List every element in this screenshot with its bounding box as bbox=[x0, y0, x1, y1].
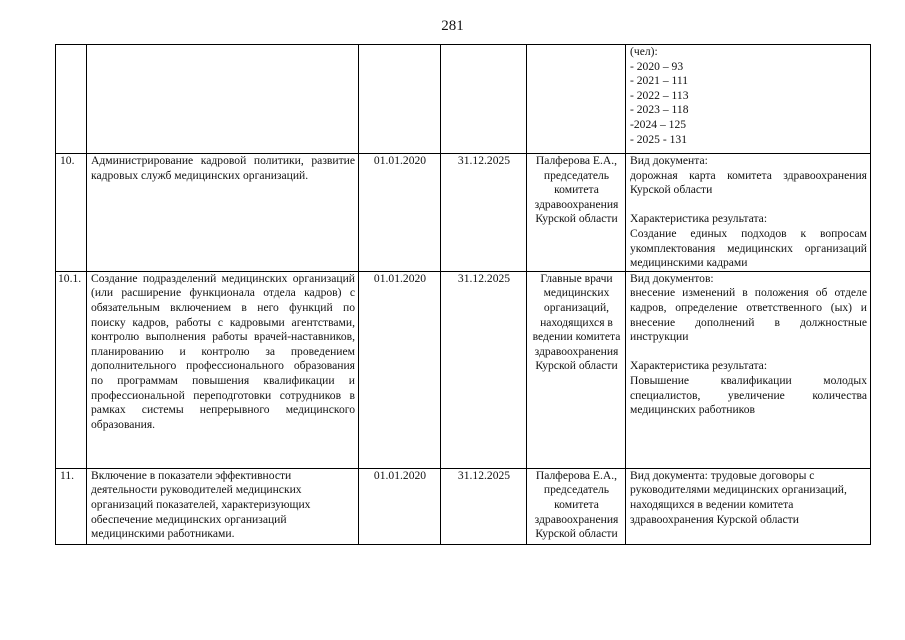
end-date-cell: 31.12.2025 bbox=[441, 271, 527, 468]
result-characteristic-text: Повышение квалификации молодых специалистов, увеличение количества медицинских работников bbox=[630, 373, 867, 417]
row-number-cell bbox=[56, 45, 87, 154]
responsible-cell: Главные врачи медицинских организаций, находящихся в ведении комитета здравоохранения Курской области bbox=[527, 271, 626, 468]
result-cell bbox=[626, 154, 871, 272]
responsible-cell: Палферова Е.А., председатель комитета здравоохранения Курской области bbox=[527, 154, 626, 272]
result-characteristic-text: Создание единых подходов к вопросам укомплектования медицинских организаций медицинскими кадрами bbox=[630, 226, 867, 270]
row-number-cell: 10.1. bbox=[56, 271, 87, 468]
result-line: - 2023 – 118 bbox=[630, 103, 689, 117]
responsible-cell bbox=[527, 45, 626, 154]
start-date-cell: 01.01.2020 bbox=[359, 468, 441, 544]
activity-cell: Создание подразделений медицинских организаций (или расширение функционала отдела кадров) с обязательным включением в него функций по поиску кадров, работы с кадровыми агентствами, контролю выполнения работы врачей-наставников, планированию и контролю за проведением дополнительного профессионального образования по программам повышения квалификации и профессиональной переподготовки сотрудников в рамках системы непрерывного медицинского образования. bbox=[87, 271, 359, 468]
page-number: 281 bbox=[441, 18, 464, 34]
activity-cell: Администрирование кадровой политики, развитие кадровых служб медицинских организаций. bbox=[87, 154, 359, 272]
result-characteristic-label: Характеристика результата: bbox=[630, 359, 768, 373]
document-type-label: Вид документа: bbox=[630, 154, 708, 167]
result-cell bbox=[626, 271, 871, 468]
table-row-10-1 bbox=[56, 271, 871, 468]
result-line: - 2020 – 93 bbox=[630, 59, 684, 73]
document-type-label: Вид документов: bbox=[630, 271, 714, 285]
row-number-cell: 11. bbox=[56, 468, 87, 544]
result-line: - 2021 – 111 bbox=[630, 74, 689, 88]
row-number-cell: 10. bbox=[56, 154, 87, 272]
result-line: - 2022 – 113 bbox=[630, 88, 689, 102]
responsible-cell: Палферова Е.А., председатель комитета здравоохранения Курской области bbox=[527, 468, 626, 544]
activity-cell: Включение в показатели эффективности деятельности руководителей медицинских организаций показателей, характеризующих обеспечение медицинских организаций медицинскими работниками. bbox=[87, 468, 359, 544]
start-date-cell bbox=[359, 45, 441, 154]
activity-cell bbox=[87, 45, 359, 154]
result-line: - 2025 - 131 bbox=[630, 132, 687, 146]
start-date-cell: 01.01.2020 bbox=[359, 271, 441, 468]
activities-table bbox=[55, 44, 871, 545]
result-cell bbox=[626, 45, 871, 154]
start-date-cell: 01.01.2020 bbox=[359, 154, 441, 272]
result-line: -2024 – 125 bbox=[630, 117, 687, 131]
document-type-text: внесение изменений в положения об отделе кадров, определение ответственного (ых) и внесение дополнений в должностные инструкции bbox=[630, 286, 867, 344]
result-characteristic-label: Характеристика результата: bbox=[630, 212, 768, 226]
table-row-10 bbox=[56, 154, 871, 272]
end-date-cell: 31.12.2025 bbox=[441, 468, 527, 544]
end-date-cell bbox=[441, 45, 527, 154]
table-row-continuation bbox=[56, 45, 871, 154]
result-line: (чел): bbox=[630, 45, 658, 58]
end-date-cell: 31.12.2025 bbox=[441, 154, 527, 272]
document-type-text: дорожная карта комитета здравоохранения Курской области bbox=[630, 168, 867, 197]
result-cell: Вид документа: трудовые договоры с руководителями медицинских организаций, находящихся в ведении комитета здравоохранения Курской области bbox=[626, 468, 871, 544]
table-row-11 bbox=[56, 468, 871, 544]
